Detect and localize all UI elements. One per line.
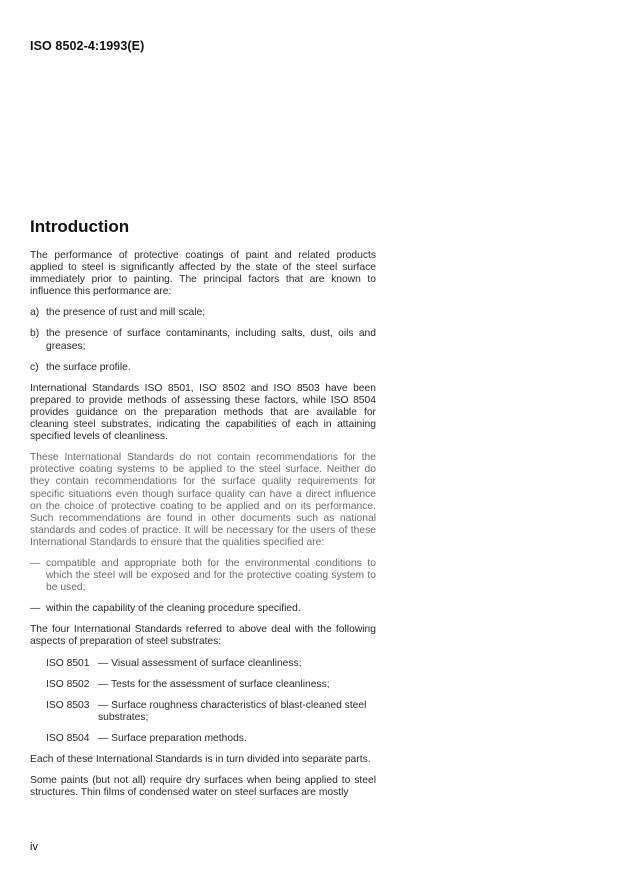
list-item bbox=[30, 307, 376, 319]
list-item-text: the presence of surface contaminants, including salts, dust, oils and greases; bbox=[46, 328, 376, 352]
recommendations-paragraph: These International Standards do not contain recommendations for the protective coating systems to be applied to the steel surface. Neither do they contain recommendations for the surface quality requirements for specific situations even though surface quality can have a direct influence on the choice of protective coating to be applied and on its performance. Such recommendations are found in other documents such as national standards and codes of practice. It will be necessary for the users of these International Standards to ensure that the qualities specified are: bbox=[30, 452, 376, 548]
standard-title: — Tests for the assessment of surface cleanliness; bbox=[98, 678, 330, 690]
standard-code: ISO 8504 bbox=[46, 732, 90, 744]
aspects-paragraph: The four International Standards referred to above deal with the following aspects of preparation of steel substrates: bbox=[30, 624, 376, 648]
standard-code: ISO 8501 bbox=[46, 657, 90, 669]
list-item-text: the presence of rust and mill scale; bbox=[46, 307, 206, 319]
intro-paragraph: The performance of protective coatings of paint and related products applied to steel is significantly affected by the state of the steel surface immediately prior to painting. The principal factors that are known to influence this performance are: bbox=[30, 250, 376, 298]
parts-paragraph: Each of these International Standards is in turn divided into separate parts. bbox=[30, 754, 371, 765]
standard-entry bbox=[46, 658, 376, 670]
standard-code: ISO 8503 bbox=[46, 699, 90, 711]
condensation-paragraph: Some paints (but not all) require dry surfaces when being applied to steel structures. Thin films of condensed water on steel surfaces are mostly bbox=[30, 775, 376, 799]
requirement-item bbox=[30, 558, 376, 594]
standard-code: ISO 8502 bbox=[46, 678, 90, 690]
list-item-label: b) bbox=[30, 328, 40, 340]
standard-entry bbox=[46, 679, 376, 691]
standards-overview-paragraph: International Standards ISO 8501, ISO 8502 and ISO 8503 have been prepared to provide methods of assessing these factors, while ISO 8504 provides guidance on the preparation methods that are available for cleaning steel substrates, indicating the capabilities of each in attaining specified levels of cleanliness. bbox=[30, 382, 376, 443]
requirement-text: within the capability of the cleaning procedure specified. bbox=[46, 603, 301, 615]
page-number: iv bbox=[30, 841, 38, 853]
standard-title: — Surface roughness characteristics of blast-cleaned steel substrates; bbox=[98, 699, 367, 723]
dash-mark: — bbox=[30, 557, 41, 569]
list-item bbox=[30, 362, 376, 374]
section-title: Introduction bbox=[30, 217, 130, 236]
standard-title: — Surface preparation methods. bbox=[98, 732, 247, 744]
list-item bbox=[30, 328, 376, 352]
standard-entry bbox=[46, 700, 376, 724]
dash-mark: — bbox=[30, 603, 41, 615]
standard-entry bbox=[46, 733, 376, 745]
standard-title: — Visual assessment of surface cleanliness; bbox=[98, 657, 302, 669]
standard-reference: ISO 8502-4:1993(E) bbox=[30, 39, 145, 53]
list-item-text: the surface profile. bbox=[46, 361, 131, 373]
body-text bbox=[30, 250, 376, 808]
requirement-text: compatible and appropriate both for the environmental conditions to which the steel will be exposed and for the protective coating system to be used; bbox=[46, 557, 376, 594]
list-item-label: a) bbox=[30, 307, 40, 319]
list-item-label: c) bbox=[30, 361, 39, 373]
requirement-item bbox=[30, 603, 376, 615]
